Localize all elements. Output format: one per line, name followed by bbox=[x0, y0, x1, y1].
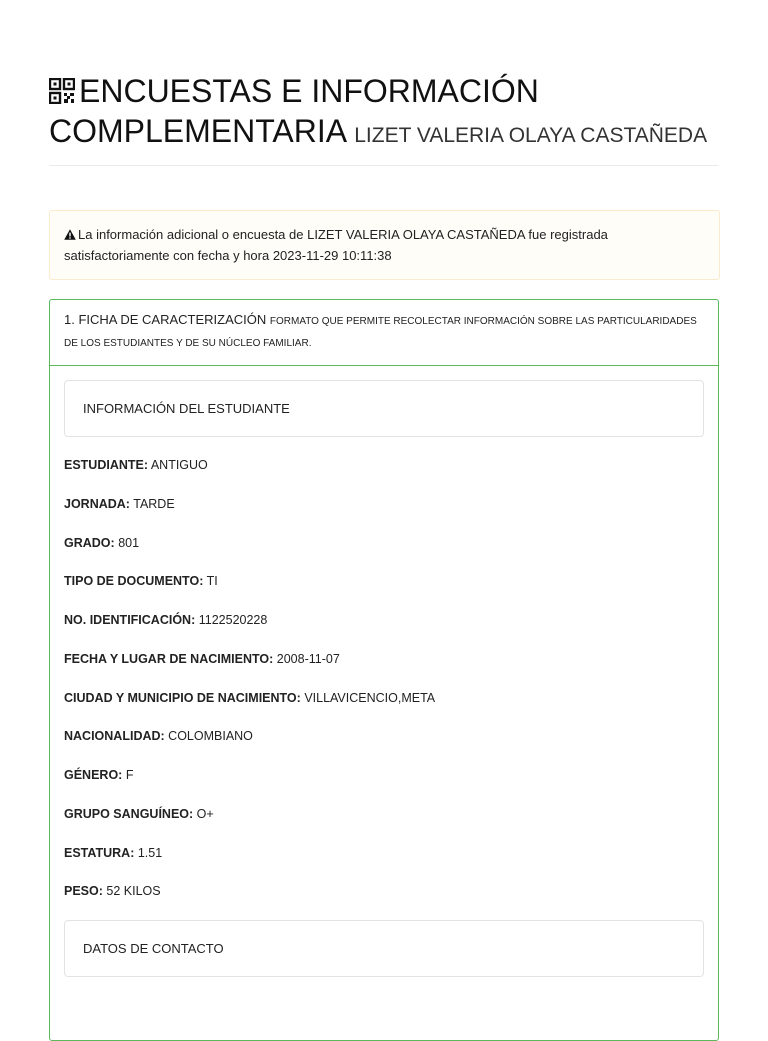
section-contact-data bbox=[64, 920, 704, 977]
success-alert bbox=[49, 210, 720, 280]
field-value: 52 KILOS bbox=[106, 884, 161, 899]
title-line-2: COMPLEMENTARIA bbox=[49, 113, 346, 149]
field-row bbox=[64, 640, 704, 679]
field-value: 801 bbox=[118, 535, 140, 550]
field-label: PESO: bbox=[64, 884, 103, 899]
field-value: O+ bbox=[196, 806, 214, 821]
section-student-title: INFORMACIÓN DEL ESTUDIANTE bbox=[83, 401, 290, 416]
field-label: TIPO DE DOCUMENTO: bbox=[64, 574, 204, 589]
panel-title: 1. FICHA DE CARACTERIZACIÓN bbox=[64, 312, 267, 327]
panel-description: FORMATO QUE PERMITE RECOLECTAR INFORMACIÓN SOBRE LAS PARTICULARIDADES DE LOS ESTUDIANTES Y DE SU NÚCLEO FAMILIAR. bbox=[64, 316, 697, 349]
field-row bbox=[64, 485, 704, 524]
field-label: NACIONALIDAD: bbox=[64, 729, 165, 744]
qr-code-icon bbox=[49, 74, 75, 112]
field-value: 2008-11-07 bbox=[276, 651, 340, 666]
panel-body bbox=[50, 366, 718, 977]
characterization-panel bbox=[49, 299, 719, 1041]
field-label: NO. IDENTIFICACIÓN: bbox=[64, 613, 196, 627]
page-title bbox=[49, 72, 718, 155]
field-value: F bbox=[125, 768, 134, 782]
field-label: GRADO: bbox=[64, 535, 115, 550]
field-label: CIUDAD Y MUNICIPIO DE NACIMIENTO: bbox=[64, 690, 301, 705]
field-row bbox=[64, 717, 704, 756]
field-value: TI bbox=[206, 574, 218, 589]
field-row bbox=[64, 679, 704, 718]
title-line-1: ENCUESTAS E INFORMACIÓN bbox=[79, 73, 539, 109]
field-row bbox=[64, 795, 704, 834]
field-value: ANTIGUO bbox=[150, 458, 208, 472]
field-row bbox=[64, 834, 704, 873]
alert-message: La información adicional o encuesta de LIZET VALERIA OLAYA CASTAÑEDA fue registrada satisfactoriamente con fecha y hora 2023-11-29 10:11:38 bbox=[64, 227, 608, 263]
section-contact-title: DATOS DE CONTACTO bbox=[83, 941, 224, 956]
student-fields bbox=[64, 446, 704, 911]
field-value: TARDE bbox=[133, 496, 175, 511]
field-row bbox=[64, 562, 704, 601]
field-value: 1.51 bbox=[137, 845, 163, 860]
student-name: LIZET VALERIA OLAYA CASTAÑEDA bbox=[354, 124, 708, 147]
field-value: 1122520228 bbox=[198, 613, 268, 627]
field-value: COLOMBIANO bbox=[168, 729, 253, 744]
field-label: JORNADA: bbox=[64, 496, 130, 511]
field-label: ESTUDIANTE: bbox=[64, 458, 149, 472]
page-header bbox=[49, 72, 718, 166]
panel-heading bbox=[50, 300, 718, 366]
warning-icon bbox=[64, 226, 76, 246]
field-value: VILLAVICENCIO,META bbox=[304, 690, 436, 705]
field-row bbox=[64, 446, 704, 485]
field-row bbox=[64, 601, 704, 640]
field-label: ESTATURA: bbox=[64, 845, 135, 860]
field-label: FECHA Y LUGAR DE NACIMIENTO: bbox=[64, 651, 274, 666]
field-label: GRUPO SANGUÍNEO: bbox=[64, 806, 194, 821]
field-row bbox=[64, 524, 704, 563]
field-label: GÉNERO: bbox=[64, 768, 123, 782]
field-row bbox=[64, 872, 704, 911]
section-student-info bbox=[64, 380, 704, 437]
field-row bbox=[64, 756, 704, 795]
